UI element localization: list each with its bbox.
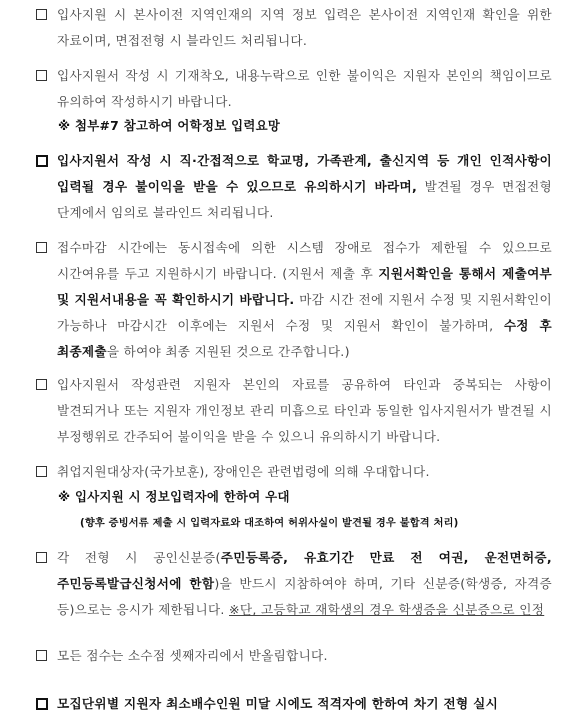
preference-note: ※ 입사지원 시 정보입력자에 한하여 우대 (58, 489, 290, 504)
checkbox-icon (36, 155, 48, 167)
notice-text: 마감 시간 전에 지원서 수정 및 지원서확인이 가능하나 마감시간 이후에는 지원서 수정 및 지원서 확인이 불가하며, (57, 292, 552, 333)
checkbox-icon (36, 379, 47, 390)
notice-item-8 (36, 643, 552, 669)
checkbox-icon (36, 466, 47, 477)
notice-item-4 (36, 235, 552, 365)
notice-text: 입사지원서 작성관련 지원자 본인의 자료를 공유하여 타인과 중복되는 사항이 발견되거나 또는 지원자 개인정보 관리 미흡으로 타인과 동일한 입사지원서가 발견될 시 부정행위로 간주되어 불이익을 받을 수 있으니 유의하시기 바랍니다. (57, 377, 552, 444)
checkbox-icon (36, 70, 47, 81)
notice-item-5 (36, 372, 552, 450)
notice-bold-text: 입사지원서 작성 시 직·간접적으로 학교명, 가족관계, 출신지역 등 개인 인적사항이 입력될 경우 불이익을 받을 수 있으므로 유의하시기 바라며, (57, 153, 552, 194)
notice-underlined-text: ※단, 고등학교 재학생의 경우 학생증을 신분증으로 인정 (229, 602, 545, 617)
checkbox-icon (36, 242, 47, 253)
notice-text: 각 전형 시 공인신분증( (57, 550, 221, 565)
checkbox-icon (36, 9, 47, 20)
preference-subnote: (향후 증빙서류 제출 시 입력자료와 대조하여 허위사실이 발견될 경우 불합격 처리) (80, 518, 459, 529)
notice-text: 을 하여야 최종 지원된 것으로 간주합니다.) (106, 344, 350, 359)
notice-text: 입사지원 시 본사이전 지역인재의 지역 정보 입력은 본사이전 지역인재 확인을 위한 자료이며, 면접전형 시 블라인드 처리됩니다. (57, 7, 552, 48)
notice-text: 모든 점수는 소수점 셋째자리에서 반올림합니다. (57, 648, 328, 663)
checkbox-icon (36, 650, 47, 661)
notice-bold-text: 모집단위별 지원자 최소배수인원 미달 시에도 적격자에 한하여 차기 전형 실시 (57, 696, 499, 711)
notice-item-7 (36, 545, 552, 623)
notice-text: )을 반드시 지참하여야 하며, 기타 신분증(학생증, 자격증 등)으로는 응시가 제한됩니다. (57, 576, 552, 617)
notice-item-9 (36, 691, 552, 717)
notice-bold-text: 지원서확인을 통해서 제출여부 및 지원서내용을 꼭 확인하시기 바랍니다. (57, 266, 552, 307)
notice-item-2 (36, 63, 552, 115)
checkbox-icon (36, 698, 48, 710)
language-info-note: ※ 첨부#7 참고하여 어학정보 입력요망 (58, 118, 281, 133)
notice-text: 발견될 경우 면접전형 단계에서 임의로 블라인드 처리됩니다. (57, 179, 552, 220)
notice-item-1 (36, 2, 552, 54)
checkbox-icon (36, 552, 47, 563)
notice-text: 입사지원서 작성 시 기재착오, 내용누락으로 인한 불이익은 지원자 본인의 책임이므로 유의하여 작성하시기 바랍니다. (57, 68, 552, 109)
notice-bold-text: 수정 후 최종제출 (57, 318, 552, 359)
notice-bold-text: 주민등록증, 유효기간 만료 전 여권, 운전면허증, 주민등록발급신청서에 한함 (57, 550, 552, 591)
notice-text: 취업지원대상자(국가보훈), 장애인은 관련법령에 의해 우대합니다. (57, 464, 430, 479)
notice-text: 접수마감 시간에는 동시접속에 의한 시스템 장애로 접수가 제한될 수 있으므로 시간여유를 두고 지원하시기 바랍니다. (지원서 제출 후 (57, 240, 552, 281)
notice-item-3 (36, 148, 552, 226)
notice-item-6 (36, 459, 552, 485)
